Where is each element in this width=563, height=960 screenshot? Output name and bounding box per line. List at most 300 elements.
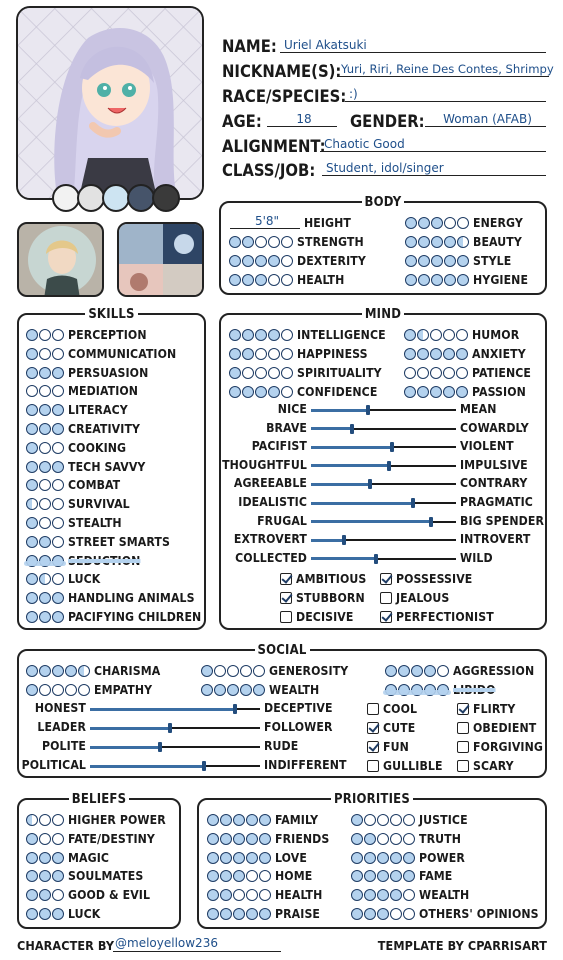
rating-dot[interactable] [52,385,64,397]
rating-dot[interactable] [233,870,245,882]
rating-dots[interactable] [26,498,64,510]
rating-dot[interactable] [26,404,38,416]
rating-dot[interactable] [281,386,293,398]
rating-dot[interactable] [443,367,455,379]
rating-dot[interactable] [253,684,265,696]
rating-dot[interactable] [26,367,38,379]
rating-dot[interactable] [229,236,241,248]
rating-dot[interactable] [201,665,213,677]
rating-dot[interactable] [268,386,280,398]
checkbox[interactable] [367,703,379,715]
rating-dot[interactable] [398,665,410,677]
trait-slider[interactable] [90,701,260,717]
rating-dots[interactable] [201,684,265,696]
rating-dot[interactable] [268,348,280,360]
rating-dot[interactable] [377,889,389,901]
rating-dot[interactable] [255,367,267,379]
rating-dot[interactable] [390,852,402,864]
rating-dot[interactable] [52,461,64,473]
rating-dot[interactable] [364,814,376,826]
rating-dots[interactable] [26,611,64,623]
name-value[interactable]: Uriel Akatsuki [280,38,546,53]
rating-dot[interactable] [52,442,64,454]
rating-dot[interactable] [351,833,363,845]
rating-dots[interactable] [405,274,469,286]
rating-dot[interactable] [431,236,443,248]
rating-dot[interactable] [52,404,64,416]
rating-dot[interactable] [255,348,267,360]
mind-trait[interactable] [280,571,366,587]
rating-dot[interactable] [242,386,254,398]
rating-dot[interactable] [242,255,254,267]
rating-dot[interactable] [403,833,415,845]
social-trait[interactable] [367,739,409,755]
rating-dot[interactable] [418,255,430,267]
rating-dots[interactable] [405,217,469,229]
rating-dots[interactable] [229,255,293,267]
rating-dot[interactable] [281,329,293,341]
rating-dot[interactable] [403,870,415,882]
rating-dot[interactable] [52,367,64,379]
rating-dot[interactable] [390,889,402,901]
rating-dot[interactable] [242,236,254,248]
rating-dot[interactable] [418,274,430,286]
rating-dot[interactable] [26,498,38,510]
rating-dots[interactable] [229,274,293,286]
rating-dot[interactable] [405,274,417,286]
rating-dots[interactable] [26,348,64,360]
rating-dot[interactable] [39,479,51,491]
rating-dots[interactable] [26,479,64,491]
rating-dot[interactable] [26,536,38,548]
rating-dot[interactable] [417,348,429,360]
rating-dot[interactable] [444,255,456,267]
rating-dot[interactable] [457,255,469,267]
rating-dots[interactable] [207,908,271,920]
rating-dots[interactable] [229,386,293,398]
rating-dot[interactable] [268,274,280,286]
rating-dot[interactable] [456,329,468,341]
rating-dot[interactable] [405,255,417,267]
rating-dots[interactable] [26,536,64,548]
rating-dot[interactable] [404,386,416,398]
rating-dot[interactable] [26,852,38,864]
rating-dot[interactable] [52,536,64,548]
trait-slider[interactable] [311,532,456,548]
rating-dot[interactable] [240,665,252,677]
rating-dot[interactable] [403,852,415,864]
mind-trait[interactable] [280,609,353,625]
rating-dot[interactable] [456,367,468,379]
trait-slider[interactable] [311,495,456,511]
trait-slider[interactable] [311,402,456,418]
rating-dot[interactable] [377,870,389,882]
rating-dot[interactable] [201,684,213,696]
rating-dots[interactable] [351,833,415,845]
rating-dot[interactable] [39,870,51,882]
rating-dot[interactable] [39,536,51,548]
rating-dot[interactable] [417,367,429,379]
trait-slider[interactable] [90,758,260,774]
rating-dot[interactable] [242,329,254,341]
rating-dot[interactable] [52,592,64,604]
rating-dot[interactable] [220,908,232,920]
rating-dot[interactable] [26,833,38,845]
rating-dot[interactable] [26,517,38,529]
age-value[interactable]: 18 [267,112,337,127]
rating-dot[interactable] [268,367,280,379]
rating-dot[interactable] [39,385,51,397]
rating-dot[interactable] [26,592,38,604]
rating-dot[interactable] [364,908,376,920]
rating-dot[interactable] [26,870,38,882]
checkbox[interactable] [380,592,392,604]
rating-dot[interactable] [39,573,51,585]
social-trait[interactable] [457,720,536,736]
rating-dot[interactable] [52,870,64,882]
rating-dots[interactable] [26,889,64,901]
rating-dot[interactable] [39,348,51,360]
trait-slider[interactable] [311,439,456,455]
rating-dot[interactable] [255,274,267,286]
rating-dots[interactable] [229,329,293,341]
trait-slider[interactable] [311,476,456,492]
alignment-value[interactable]: Chaotic Good [320,137,546,152]
rating-dot[interactable] [233,833,245,845]
rating-dot[interactable] [39,852,51,864]
rating-dot[interactable] [255,329,267,341]
rating-dot[interactable] [443,386,455,398]
rating-dot[interactable] [431,274,443,286]
rating-dot[interactable] [26,385,38,397]
rating-dot[interactable] [39,592,51,604]
rating-dot[interactable] [227,684,239,696]
social-trait[interactable] [367,758,443,774]
checkbox[interactable] [367,722,379,734]
rating-dots[interactable] [229,236,293,248]
rating-dot[interactable] [431,255,443,267]
rating-dot[interactable] [246,870,258,882]
rating-dot[interactable] [52,498,64,510]
gender-value[interactable]: Woman (AFAB) [425,112,546,127]
rating-dot[interactable] [404,329,416,341]
rating-dots[interactable] [351,889,415,901]
checkbox[interactable] [380,611,392,623]
rating-dot[interactable] [281,274,293,286]
rating-dot[interactable] [417,386,429,398]
rating-dot[interactable] [229,386,241,398]
checkbox[interactable] [280,611,292,623]
rating-dots[interactable] [207,870,271,882]
rating-dot[interactable] [246,814,258,826]
rating-dot[interactable] [220,833,232,845]
rating-dot[interactable] [259,852,271,864]
rating-dots[interactable] [229,367,293,379]
rating-dot[interactable] [351,889,363,901]
checkbox[interactable] [457,760,469,772]
rating-dots[interactable] [351,852,415,864]
rating-dot[interactable] [52,684,64,696]
rating-dot[interactable] [52,555,64,567]
rating-dot[interactable] [39,833,51,845]
rating-dots[interactable] [207,889,271,901]
rating-dot[interactable] [78,684,90,696]
rating-dot[interactable] [65,684,77,696]
rating-dot[interactable] [207,833,219,845]
rating-dot[interactable] [39,517,51,529]
rating-dot[interactable] [255,255,267,267]
rating-dots[interactable] [201,665,265,677]
social-trait[interactable] [367,720,415,736]
rating-dots[interactable] [26,870,64,882]
rating-dot[interactable] [404,348,416,360]
rating-dot[interactable] [220,814,232,826]
rating-dot[interactable] [52,611,64,623]
rating-dot[interactable] [444,274,456,286]
rating-dots[interactable] [26,592,64,604]
rating-dot[interactable] [424,665,436,677]
rating-dot[interactable] [351,814,363,826]
rating-dot[interactable] [207,908,219,920]
rating-dot[interactable] [385,684,397,696]
rating-dot[interactable] [39,423,51,435]
rating-dots[interactable] [26,442,64,454]
rating-dot[interactable] [240,684,252,696]
rating-dots[interactable] [26,423,64,435]
rating-dot[interactable] [405,217,417,229]
rating-dot[interactable] [52,479,64,491]
rating-dot[interactable] [233,908,245,920]
height-value[interactable]: 5'8" [230,214,300,229]
rating-dot[interactable] [418,217,430,229]
trait-slider[interactable] [311,514,456,530]
rating-dot[interactable] [242,274,254,286]
rating-dot[interactable] [403,814,415,826]
rating-dot[interactable] [259,889,271,901]
rating-dot[interactable] [220,889,232,901]
rating-dots[interactable] [351,814,415,826]
trait-slider[interactable] [311,421,456,437]
rating-dot[interactable] [52,814,64,826]
rating-dot[interactable] [52,889,64,901]
rating-dot[interactable] [242,348,254,360]
social-trait[interactable] [457,701,515,717]
trait-slider[interactable] [311,551,456,567]
social-trait[interactable] [457,739,543,755]
rating-dot[interactable] [78,665,90,677]
rating-dot[interactable] [233,852,245,864]
rating-dot[interactable] [220,870,232,882]
rating-dot[interactable] [377,908,389,920]
rating-dot[interactable] [65,665,77,677]
trait-slider[interactable] [90,720,260,736]
rating-dots[interactable] [26,814,64,826]
rating-dot[interactable] [430,329,442,341]
rating-dot[interactable] [233,889,245,901]
rating-dot[interactable] [364,833,376,845]
mind-trait[interactable] [380,609,494,625]
rating-dot[interactable] [351,908,363,920]
rating-dot[interactable] [364,870,376,882]
rating-dot[interactable] [444,236,456,248]
rating-dots[interactable] [385,665,449,677]
rating-dot[interactable] [405,236,417,248]
rating-dot[interactable] [437,684,449,696]
rating-dot[interactable] [398,684,410,696]
checkbox[interactable] [367,741,379,753]
rating-dot[interactable] [26,908,38,920]
rating-dot[interactable] [39,908,51,920]
trait-slider[interactable] [311,458,456,474]
rating-dot[interactable] [207,852,219,864]
rating-dots[interactable] [26,517,64,529]
rating-dot[interactable] [52,908,64,920]
rating-dot[interactable] [207,870,219,882]
rating-dot[interactable] [52,348,64,360]
rating-dot[interactable] [444,217,456,229]
rating-dot[interactable] [431,217,443,229]
rating-dots[interactable] [26,329,64,341]
rating-dot[interactable] [430,386,442,398]
rating-dot[interactable] [437,665,449,677]
rating-dot[interactable] [39,367,51,379]
rating-dot[interactable] [52,517,64,529]
rating-dots[interactable] [229,348,293,360]
rating-dot[interactable] [214,684,226,696]
rating-dot[interactable] [229,367,241,379]
rating-dot[interactable] [443,348,455,360]
rating-dots[interactable] [26,404,64,416]
rating-dot[interactable] [26,665,38,677]
rating-dot[interactable] [351,870,363,882]
rating-dot[interactable] [268,236,280,248]
rating-dots[interactable] [26,908,64,920]
rating-dot[interactable] [26,329,38,341]
rating-dot[interactable] [411,684,423,696]
mind-trait[interactable] [380,571,472,587]
rating-dot[interactable] [52,423,64,435]
rating-dot[interactable] [259,870,271,882]
rating-dot[interactable] [255,386,267,398]
rating-dot[interactable] [390,908,402,920]
rating-dot[interactable] [418,236,430,248]
rating-dot[interactable] [39,442,51,454]
rating-dot[interactable] [39,329,51,341]
rating-dot[interactable] [52,665,64,677]
class-value[interactable]: Student, idol/singer [322,161,546,176]
rating-dot[interactable] [39,498,51,510]
rating-dot[interactable] [364,852,376,864]
rating-dots[interactable] [26,555,64,567]
rating-dot[interactable] [26,461,38,473]
rating-dot[interactable] [39,611,51,623]
rating-dot[interactable] [377,814,389,826]
rating-dot[interactable] [390,870,402,882]
rating-dots[interactable] [207,852,271,864]
checkbox[interactable] [457,722,469,734]
rating-dot[interactable] [229,274,241,286]
rating-dot[interactable] [268,329,280,341]
rating-dots[interactable] [207,833,271,845]
rating-dots[interactable] [26,573,64,585]
rating-dot[interactable] [26,889,38,901]
rating-dot[interactable] [364,889,376,901]
rating-dot[interactable] [26,573,38,585]
rating-dot[interactable] [457,274,469,286]
rating-dot[interactable] [456,386,468,398]
rating-dot[interactable] [26,684,38,696]
rating-dot[interactable] [26,348,38,360]
rating-dot[interactable] [253,665,265,677]
rating-dots[interactable] [26,684,90,696]
rating-dots[interactable] [385,684,449,696]
rating-dots[interactable] [405,255,469,267]
rating-dots[interactable] [26,367,64,379]
rating-dot[interactable] [404,367,416,379]
rating-dot[interactable] [246,889,258,901]
rating-dot[interactable] [457,217,469,229]
rating-dot[interactable] [229,329,241,341]
rating-dots[interactable] [405,236,469,248]
rating-dots[interactable] [26,461,64,473]
checkbox[interactable] [280,592,292,604]
rating-dot[interactable] [52,329,64,341]
rating-dot[interactable] [259,814,271,826]
rating-dot[interactable] [268,255,280,267]
rating-dot[interactable] [52,833,64,845]
character-by-value[interactable]: @meloyellow236 [113,936,281,952]
rating-dot[interactable] [430,348,442,360]
rating-dot[interactable] [417,329,429,341]
rating-dot[interactable] [214,665,226,677]
rating-dots[interactable] [26,833,64,845]
rating-dot[interactable] [227,665,239,677]
social-trait[interactable] [457,758,514,774]
rating-dot[interactable] [390,814,402,826]
rating-dot[interactable] [52,852,64,864]
rating-dots[interactable] [207,814,271,826]
rating-dots[interactable] [404,329,468,341]
rating-dots[interactable] [26,852,64,864]
rating-dot[interactable] [281,367,293,379]
rating-dot[interactable] [351,852,363,864]
rating-dot[interactable] [390,833,402,845]
rating-dot[interactable] [281,236,293,248]
mind-trait[interactable] [380,590,449,606]
rating-dot[interactable] [26,814,38,826]
checkbox[interactable] [367,760,379,772]
rating-dot[interactable] [229,348,241,360]
checkbox[interactable] [457,703,469,715]
rating-dot[interactable] [403,889,415,901]
rating-dot[interactable] [456,348,468,360]
rating-dots[interactable] [404,367,468,379]
rating-dot[interactable] [52,573,64,585]
rating-dot[interactable] [259,833,271,845]
rating-dot[interactable] [207,889,219,901]
rating-dot[interactable] [385,665,397,677]
rating-dot[interactable] [207,814,219,826]
rating-dot[interactable] [403,908,415,920]
social-trait[interactable] [367,701,417,717]
rating-dot[interactable] [39,665,51,677]
rating-dot[interactable] [26,611,38,623]
mind-trait[interactable] [280,590,365,606]
rating-dot[interactable] [281,255,293,267]
trait-slider[interactable] [90,739,260,755]
rating-dot[interactable] [430,367,442,379]
rating-dot[interactable] [26,423,38,435]
